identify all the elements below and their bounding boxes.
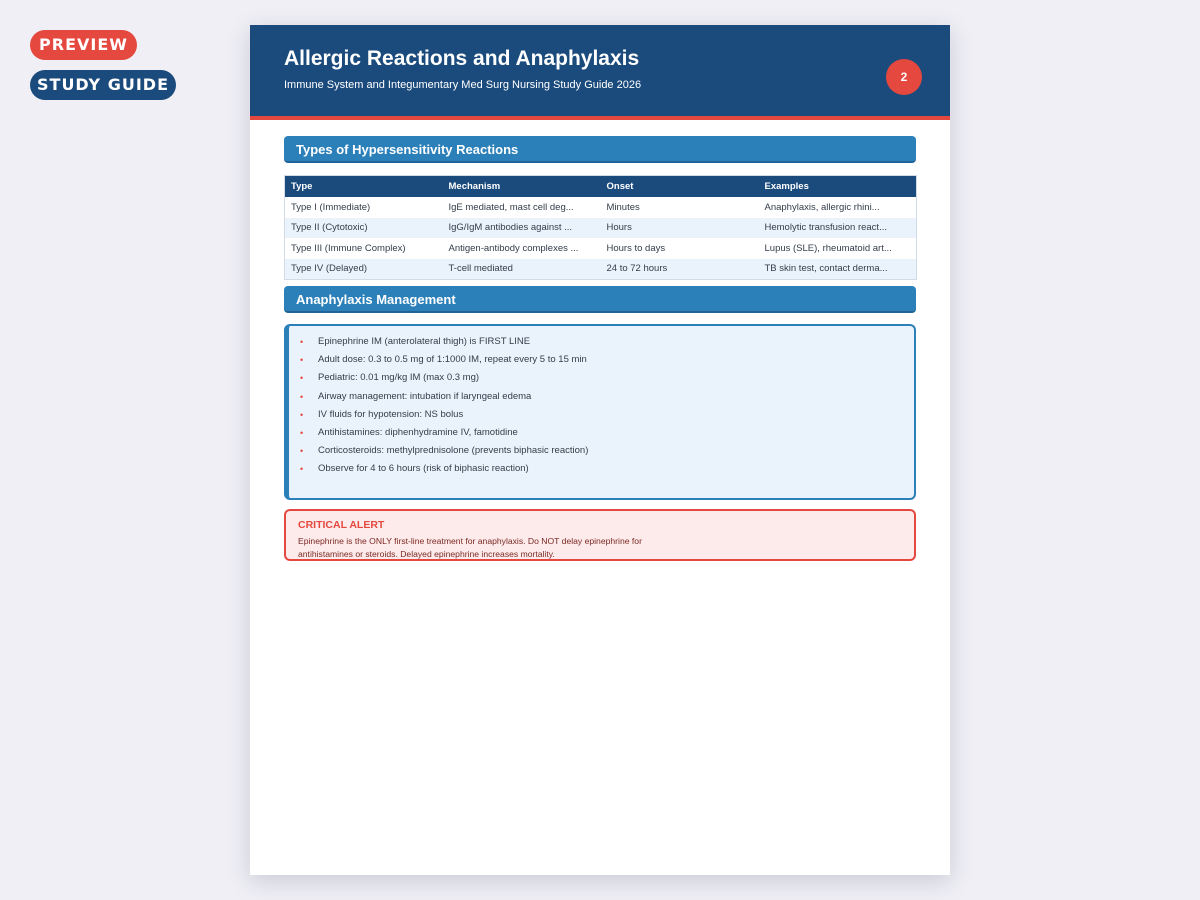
list-item-text: Airway management: intubation if laryngeal edema [318,390,532,402]
column-header-onset: Onset [601,176,759,198]
table-cell: Type III (Immune Complex) [291,242,406,254]
preview-badge: PREVIEW [30,30,137,60]
list-item [299,333,588,351]
table-cell: Type II (Cytotoxic) [285,218,443,239]
table-header-row [285,176,917,198]
alert-title: CRITICAL ALERT [298,519,385,531]
table-cell: T-cell mediated [443,259,601,280]
table-cell: Hemolytic transfusion react... [759,218,917,239]
table-cell: TB skin test, contact derma... [759,259,917,280]
bullet-icon: • [300,409,304,420]
table-cell: Type IV (Delayed) [285,259,443,280]
list-item-text: Corticosteroids: methylprednisolone (prevents biphasic reaction) [318,445,589,457]
column-header-mechanism: Mechanism [443,176,601,198]
list-item [299,424,588,442]
table-row [285,259,917,280]
bullet-icon: • [300,337,304,347]
page-title: Allergic Reactions and Anaphylaxis [284,47,640,70]
anaphylaxis-management-box [284,324,916,500]
table-cell: Anaphylaxis, allergic rhini... [764,201,880,213]
bullet-icon: • [300,391,304,402]
list-item [299,442,588,460]
section-header-anaphylaxis [284,286,916,313]
table-cell: Type I (Immediate) [291,201,371,213]
table-cell: Antigen-antibody complexes ... [448,242,579,254]
page-subtitle: Immune System and Integumentary Med Surg Nursing Study Guide 2026 [284,79,642,91]
list-item [299,460,588,478]
list-item-text: IV fluids for hypotension: NS bolus [318,408,464,420]
page-header [250,25,950,120]
list-item-text: Observe for 4 to 6 hours (risk of biphasic reaction) [318,463,529,475]
table-row [285,197,917,218]
bullet-icon: • [300,373,304,384]
table-cell: IgG/IgM antibodies against ... [443,218,601,239]
list-item [299,351,588,369]
list-item-text: Adult dose: 0.3 to 0.5 mg of 1:1000 IM, repeat every 5 to 15 min [318,354,587,366]
section-title: Types of Hypersensitivity Reactions [296,142,519,157]
document-page [250,25,950,875]
table-cell: IgE mediated, mast cell deg... [448,201,574,213]
hypersensitivity-table [284,175,917,280]
list-item [299,369,588,387]
table-cell: Hours to days [606,242,666,254]
table-row [285,238,917,259]
list-item-text: Antihistamines: diphenhydramine IV, famotidine [318,426,518,438]
list-item [299,388,588,406]
table-cell: 24 to 72 hours [601,259,759,280]
alert-text: Epinephrine is the ONLY first-line treatment for anaphylaxis. Do NOT delay epinephrine for antihistamines or steroids. Delayed epinephrine increases mortality. [298,536,642,559]
list-item-text: Pediatric: 0.01 mg/kg IM (max 0.3 mg) [318,372,480,384]
column-header-type: Type [285,176,443,198]
section-header-hypersensitivity [284,136,916,163]
page-number-badge: 2 [886,59,922,95]
bullet-icon: • [300,355,304,366]
table-row [285,218,917,239]
section-title: Anaphylaxis Management [296,292,456,307]
table-cell: Lupus (SLE), rheumatoid art... [764,242,892,254]
table-cell: Hours [601,218,759,239]
table-cell: Minutes [606,201,640,213]
bullet-icon: • [300,427,304,438]
bullet-icon: • [300,464,304,475]
list-item-text: Epinephrine IM (anterolateral thigh) is FIRST LINE [318,336,531,347]
critical-alert-box [284,509,916,561]
column-header-examples: Examples [759,176,917,198]
study-guide-badge: STUDY GUIDE [30,70,176,100]
management-list [299,333,588,479]
list-item [299,406,588,424]
bullet-icon: • [300,446,304,457]
